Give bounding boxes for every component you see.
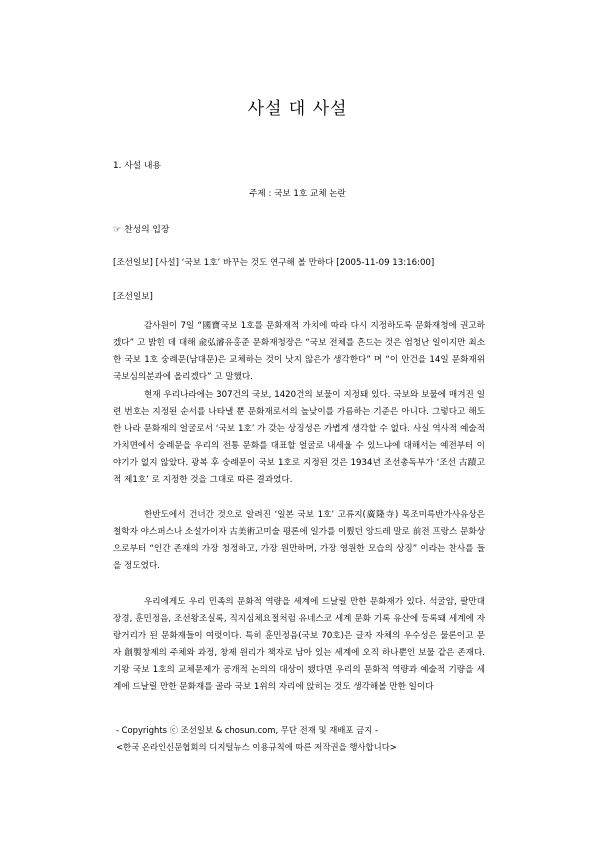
pointing-hand-icon: ☞ — [113, 225, 122, 235]
section-heading: 1. 사설 내용 — [113, 161, 161, 171]
body-paragraph: 한반도에서 건너간 것으로 알려진 ‘일본 국보 1호’ 고류지(廣隆寺) 목조미륵반가사유상은 철학자 야스퍼스나 소설가이자 古美術고미술 평론에 일가를 이뤘던 앙드레 말로 前전 프랑스 문화상으로부터 “인간 존재의 가장 청정하고, 가장 원만하며, 가장 영원한 모습의 상징” 이라는 찬사를 들을 정도였다. — [113, 510, 485, 571]
source-citation: [조선일보] [사설] ‘국보 1호’ 바꾸는 것도 연구해 볼 만하다 [2005-11-09 13:16:00] — [113, 258, 435, 268]
subject-line: 주제 : 국보 1호 교체 논란 — [249, 189, 346, 199]
position-heading — [113, 222, 169, 235]
source-name: [조선일보] — [113, 292, 153, 302]
copyright-notice: - Copyrights ⓒ 조선일보 & chosun.com, 무단 전재 및 재배포 금지 - — [116, 725, 379, 735]
document-title: 사설 대 사설 — [247, 99, 348, 119]
body-paragraph: 현재 우리나라에는 307건의 국보, 1420건의 보물이 지정돼 있다. 국보와 보물에 매겨진 일련 번호는 지정된 순서를 나타낼 뿐 문화재로서의 높낮이를 가름하는 기준은 아니다. 그렇다고 해도 한 나라 문화재의 얼굴로서 ‘국보 1호’ 가 갖는 상징성은 가볍게 생각할 수 없다. 사실 역사적 예술적 가치면에서 숭례문을 우리의 전통 문화를 대표할 얼굴로 내세울 수 있느냐에 대해서는 예전부터 이야기가 없지 않았다. 광복 후 숭례문이 국보 1호로 지정된 것은 1934년 조선총독부가 ‘조선 古蹟고적 제1호’ 로 지정한 것을 그대로 따른 결과였다. — [113, 390, 485, 485]
body-paragraph: 우리에게도 우리 민족의 문화적 역량을 세계에 드날릴 만한 문화재가 있다. 석굴암, 팔만대장경, 훈민정음, 조선왕조실록, 직지심체요절처럼 유네스코 세계 문화 기록 유산에 등록돼 세계에 자랑거리가 된 문화재들이 여럿이다. 특히 훈민정음(국보 70호)은 글자 자체의 우수성은 물론이고 문자 創製창제의 주체와 과정, 창제 원리가 책자로 남아 있는 세계에 오직 하나뿐인 보물 같은 존재다. 기왕 국보 1호의 교체문제가 공개적 논의의 대상이 됐다면 우리의 문화적 역량과 예술적 기량을 세계에 드날릴 만한 문화재를 골라 국보 1위의 자리에 앉히는 것도 생각해볼 만한 일이다 — [113, 597, 485, 692]
usage-notice: <한국 온라인신문협회의 디지털뉴스 이용규칙에 따른 저작권을 행사합니다> — [116, 742, 397, 752]
body-paragraph: 감사원이 7일 “國寶국보 1호를 문화재적 가치에 따라 다시 지정하도록 문화재청에 권고하겠다” 고 밝힌 데 대해 兪弘濬유홍준 문화재청장은 “국보 전체를 흔드는 것은 엄청난 일이지만 최소한 국보 1호 숭례문(남대문)은 교체하는 것이 낫지 않은가 생각한다” 며 “이 안건을 14일 문화재위 국보심의분과에 올리겠다” 고 말했다. — [113, 321, 485, 382]
position-heading-label: 찬성의 입장 — [124, 225, 170, 235]
